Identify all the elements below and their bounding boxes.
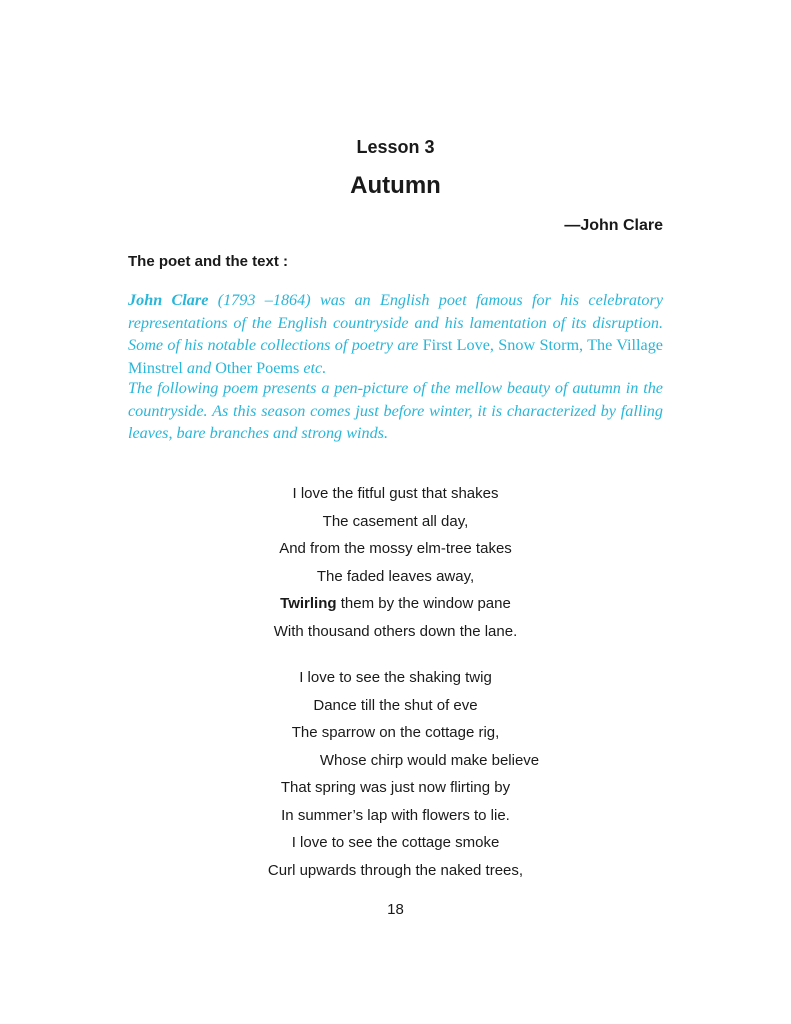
poem-line: In summer’s lap with flowers to lie.	[281, 806, 510, 824]
intro-text: (1793 –1864) was an English poet famous for his celebratory representations of the English countryside and his lamentation of its disruption. Some of his notable collections of poetry are	[128, 291, 664, 354]
poem-line: With thousand others down the lane.	[273, 622, 518, 640]
section-heading: The poet and the text :	[128, 253, 289, 270]
keyword-twirling: Twirling	[280, 595, 337, 612]
page-number: 18	[387, 901, 404, 918]
poem-line-rest: them by the window pane	[336, 595, 511, 612]
poem-line	[0, 590, 791, 618]
poem-line: The sparrow on the cottage rig,	[291, 724, 500, 741]
conjunction: and	[182, 358, 216, 377]
poem-line: I love to see the cottage smoke	[291, 834, 500, 851]
author-line: —John Clare	[564, 217, 663, 234]
poem-line: The casement all day,	[322, 512, 469, 530]
poem-line: Whose chirp would make believe	[319, 751, 540, 769]
poem-line: I love the fitful gust that shakes	[292, 485, 499, 502]
poem-line: Curl upwards through the naked trees,	[267, 861, 524, 879]
poem-stanza-2	[0, 664, 791, 884]
works-list-2: Other Poems	[215, 358, 300, 377]
poem-line: Dance till the shut of eve	[313, 696, 478, 714]
poem-line: And from the mossy elm-tree takes	[279, 540, 512, 557]
poem-line: That spring was just now flirting by	[280, 779, 511, 796]
intro-suffix: etc.	[299, 358, 327, 377]
poem-line: The faded leaves away,	[316, 567, 475, 585]
lesson-label: Lesson 3	[356, 137, 435, 157]
works-list: First Love, Snow Storm, The Village Minstrel	[128, 336, 663, 377]
intro-paragraph-poet	[128, 289, 663, 379]
poem-line: I love to see the shaking twig	[299, 669, 492, 686]
poet-name: John Clare	[128, 291, 209, 309]
lesson-title: Autumn	[350, 172, 441, 199]
intro-paragraph-poem: The following poem presents a pen-picture of the mellow beauty of autumn in the countryside. As this season comes just before winter, it is characterized by falling leaves, bare branches and strong winds.	[128, 379, 663, 442]
poem-stanza-1	[0, 480, 791, 645]
